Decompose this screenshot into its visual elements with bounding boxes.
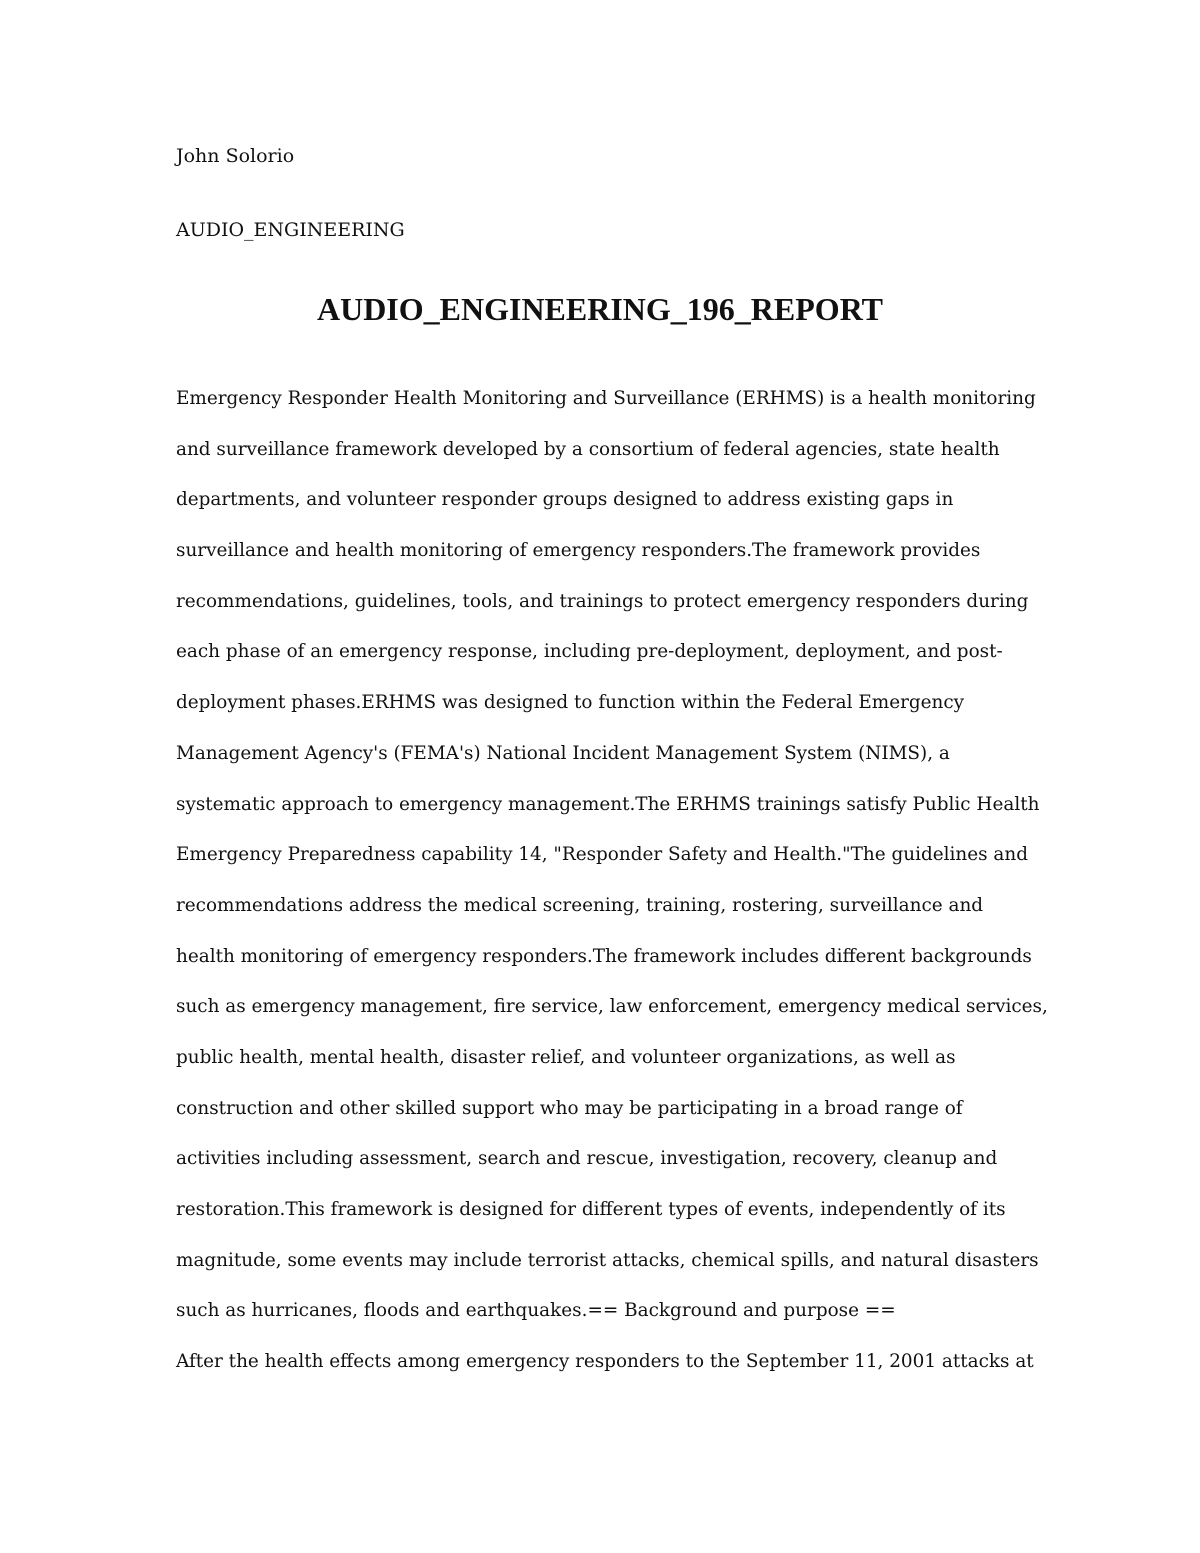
body-line: such as emergency management, fire service, law enforcement, emergency medical services, bbox=[176, 996, 1048, 1018]
body-line: health monitoring of emergency responders.The framework includes different backgrounds bbox=[176, 945, 1032, 967]
body-line: surveillance and health monitoring of emergency responders.The framework provides bbox=[176, 540, 981, 562]
body-line: Emergency Preparedness capability 14, "Responder Safety and Health."The guidelines and bbox=[176, 844, 1028, 866]
body-line: systematic approach to emergency management.The ERHMS trainings satisfy Public Health bbox=[176, 793, 1040, 815]
author-name: John Solorio bbox=[176, 145, 295, 167]
body-line: deployment phases.ERHMS was designed to function within the Federal Emergency bbox=[176, 692, 965, 714]
body-line: restoration.This framework is designed for different types of events, independently of its bbox=[176, 1199, 1006, 1220]
body-line: magnitude, some events may include terrorist attacks, chemical spills, and natural disasters bbox=[176, 1249, 1039, 1271]
body-line: and surveillance framework developed by a consortium of federal agencies, state health bbox=[176, 438, 1000, 460]
body-line: Emergency Responder Health Monitoring and Surveillance (ERHMS) is a health monitoring bbox=[176, 388, 1036, 409]
body-line: public health, mental health, disaster relief, and volunteer organizations, as well as bbox=[176, 1046, 956, 1068]
body-line: recommendations, guidelines, tools, and trainings to protect emergency responders during bbox=[176, 590, 1029, 612]
course-name: AUDIO_ENGINEERING bbox=[176, 219, 405, 241]
body-line: recommendations address the medical screening, training, rostering, surveillance and bbox=[176, 894, 984, 916]
report-title: AUDIO_ENGINEERING_196_REPORT bbox=[316, 291, 884, 327]
body-line: Management Agency's (FEMA's) National Incident Management System (NIMS), a bbox=[176, 742, 950, 764]
body-line: After the health effects among emergency responders to the September 11, 2001 attacks at bbox=[176, 1351, 1034, 1373]
body-text bbox=[176, 384, 1048, 1398]
body-line: such as hurricanes, floods and earthquakes.== Background and purpose == bbox=[176, 1300, 896, 1322]
body-line: departments, and volunteer responder groups designed to address existing gaps in bbox=[176, 489, 954, 511]
body-line: each phase of an emergency response, including pre-deployment, deployment, and post- bbox=[176, 641, 1003, 663]
body-line: activities including assessment, search and rescue, investigation, recovery, cleanup and bbox=[176, 1148, 998, 1170]
body-line: construction and other skilled support who may be participating in a broad range of bbox=[176, 1097, 963, 1119]
